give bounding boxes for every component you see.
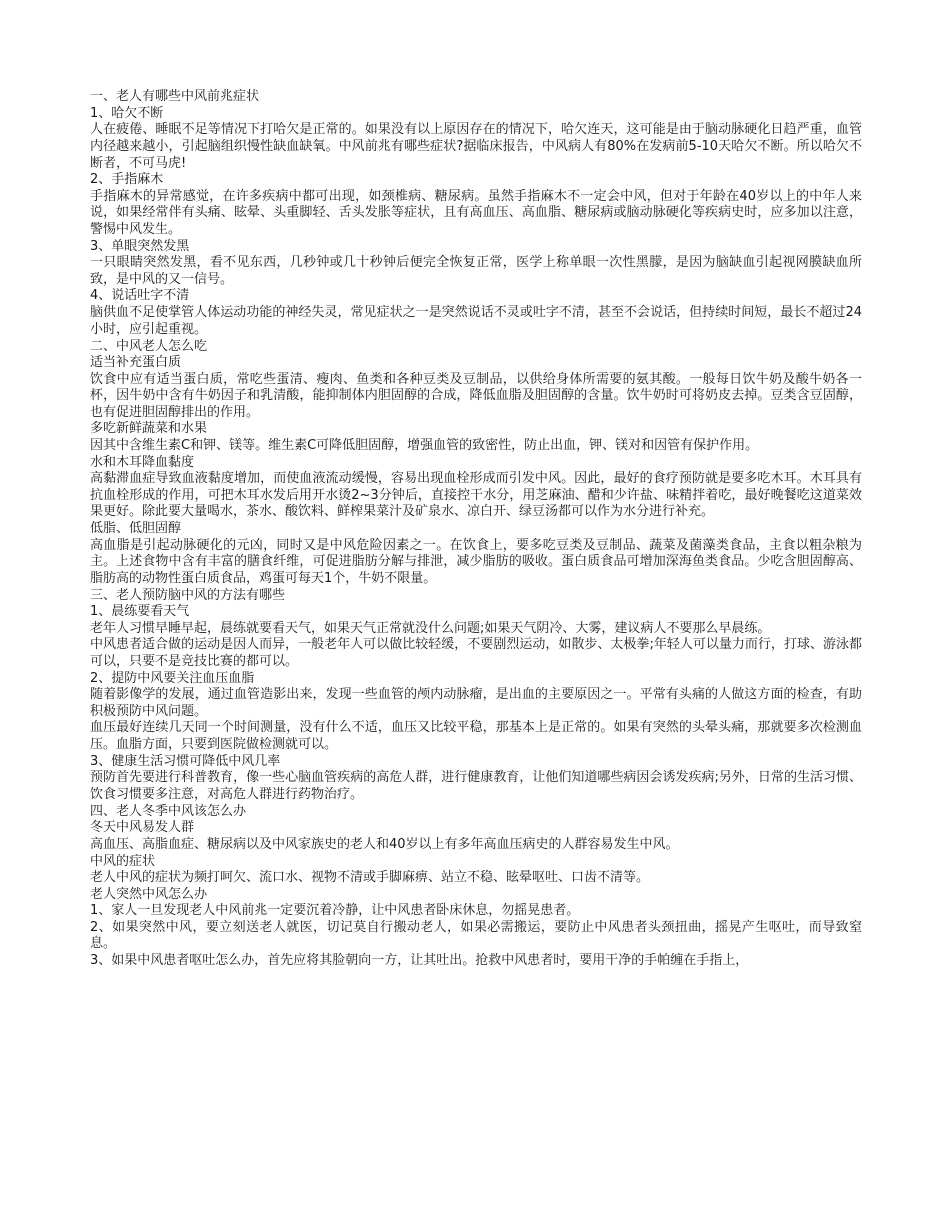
paragraph: 脑供血不足使掌管人体运动功能的神经失灵，常见症状之一是突然说话不灵或吐字不清，甚至不会说话，但持续时间短，最长不超过24小时，应引起重视。 — [90, 305, 862, 337]
paragraph: 因其中含维生素C和钾、镁等。维生素C可降低胆固醇，增强血管的致密性，防止出血，钾、镁对和因管有保护作用。 — [90, 438, 759, 454]
paragraph: 老年人习惯早睡早起，晨练就要看天气，如果天气正常就没什么问题;如果天气阴冷、大雾，建议病人不要那么早晨练。 — [90, 620, 771, 636]
subheading: 3、单眼突然发黑 — [90, 238, 190, 254]
paragraph: 饮食中应有适当蛋白质，常吃些蛋清、瘦肉、鱼类和各种豆类及豆制品，以供给身体所需要的氨其酸。一般每日饮牛奶及酸牛奶各一杯，因牛奶中含有牛奶因子和乳清酸，能抑制体内胆固醇的合成，降低血脂及胆固醇的含量。饮牛奶时可将奶皮去掉。豆类含豆固醇，也有促进胆固醇排出的作用。 — [90, 371, 862, 420]
subheading: 中风的症状 — [90, 853, 156, 869]
list-item: 2、如果突然中风，要立刻送老人就医，切记莫自行搬动老人，如果必需搬运，要防止中风患者头颈扭曲，摇晃产生呕吐，而导致窒息。 — [90, 919, 862, 952]
paragraph: 老人中风的症状为频打呵欠、流口水、视物不清或手脚麻痹、站立不稳、眩晕呕吐、口齿不清等。 — [90, 870, 650, 886]
subheading: 2、手指麻木 — [90, 172, 164, 188]
subheading: 1、哈欠不断 — [90, 105, 164, 121]
subheading: 1、晨练要看天气 — [90, 604, 190, 620]
paragraph: 高血压、高脂血症、糖尿病以及中风家族史的老人和40岁以上有多年高血压病史的人群容易发生中风。 — [90, 836, 679, 852]
list-item: 1、家人一旦发现老人中风前兆一定要沉着冷静，让中风患者卧床休息，勿摇晃患者。 — [90, 903, 580, 919]
subheading: 3、健康生活习惯可降低中风几率 — [90, 753, 281, 769]
paragraph: 高血脂是引起动脉硬化的元凶，同时又是中风危险因素之一。在饮食上，要多吃豆类及豆制品、蔬菜及菌藻类食品，主食以粗杂粮为主。上述食物中含有丰富的膳食纤维，可促进脂肪分解与排泄，减少脂肪的吸收。蛋白质食品可增加深海鱼类食品。少吃含胆固醇高、脂肪高的动物性蛋白质食品，鸡蛋可每天1个，牛奶不限量。 — [90, 537, 862, 586]
section-heading: 二、中风老人怎么吃 — [90, 338, 208, 354]
section-heading: 四、老人冬季中风该怎么办 — [90, 803, 247, 819]
subheading: 4、说话吐字不清 — [90, 288, 190, 304]
section-heading: 三、老人预防脑中风的方法有哪些 — [90, 587, 286, 603]
subheading: 多吃新鲜蔬菜和水果 — [90, 421, 208, 437]
subheading: 冬天中风易发人群 — [90, 820, 195, 836]
subheading: 水和木耳降血黏度 — [90, 454, 195, 470]
subheading: 低脂、低胆固醇 — [90, 521, 182, 537]
paragraph: 手指麻木的异常感觉，在许多疾病中都可出现，如颈椎病、糖尿病。虽然手指麻木不一定会中风，但对于年龄在40岁以上的中年人来说，如果经常伴有头痛、眩晕、头重脚轻、舌头发胀等症状，且有高血压、高血脂、糖尿病或脑动脉硬化等疾病史时，应多加以注意，警惕中风发生。 — [90, 188, 862, 238]
subheading: 适当补充蛋白质 — [90, 355, 182, 371]
list-item: 3、如果中风患者呕吐怎么办，首先应将其脸朝向一方，让其吐出。抢救中风患者时，要用干净的手帕缠在手指上， — [90, 953, 749, 969]
subheading: 老人突然中风怎么办 — [90, 886, 208, 902]
article-body — [90, 89, 862, 970]
paragraph: 一只眼睛突然发黑，看不见东西，几秒钟或几十秒钟后便完全恢复正常，医学上称单眼一次性黑朦，是因为脑缺血引起视网膜缺血所致，是中风的又一信号。 — [90, 255, 862, 287]
section-heading: 一、老人有哪些中风前兆症状 — [90, 89, 260, 105]
paragraph: 血压最好连续几天同一个时间测量，没有什么不适，血压又比较平稳，那基本上是正常的。如果有突然的头晕头痛，那就要多次检测血压。血脂方面，只要到医院做检测就可以。 — [90, 720, 862, 753]
paragraph: 人在疲倦、睡眠不足等情况下打哈欠是正常的。如果没有以上原因存在的情况下，哈欠连天，这可能是由于脑动脉硬化日趋严重，血管内径越来越小，引起脑组织慢性缺血缺氧。中风前兆有哪些症状?据临床报告，中风病人有80%在发病前5-10天哈欠不断。所以哈欠不断者，不可马虎! — [90, 122, 862, 171]
paragraph: 高黏滞血症导致血液黏度增加，而使血液流动缓慢，容易出现血栓形成而引发中风。因此，最好的食疗预防就是要多吃木耳。木耳具有抗血栓形成的作用，可把木耳水发后用开水烫2~3分钟后，直接控干水分，用芝麻油、醋和少许盐、味精拌着吃，最好晚餐吃这道菜效果更好。除此要大量喝水，茶水、酸饮料、鲜榨果菜汁及矿泉水、凉白开、绿豆汤都可以作为水分进行补充。 — [90, 471, 862, 520]
subheading: 2、提防中风要关注血压血脂 — [90, 670, 255, 686]
paragraph: 中风患者适合做的运动是因人而异，一般老年人可以做比较轻缓，不要剧烈运动，如散步、太极拳;年轻人可以量力而行，打球、游泳都可以，只要不是竞技比赛的都可以。 — [90, 637, 862, 670]
paragraph: 预防首先要进行科普教育，像一些心脑血管疾病的高危人群，进行健康教育，让他们知道哪些病因会诱发疾病;另外，日常的生活习惯、饮食习惯要多注意，对高危人群进行药物治疗。 — [90, 770, 862, 802]
paragraph: 随着影像学的发展，通过血管造影出来，发现一些血管的颅内动脉瘤，是出血的主要原因之一。平常有头痛的人做这方面的检查，有助积极预防中风问题。 — [90, 687, 862, 719]
